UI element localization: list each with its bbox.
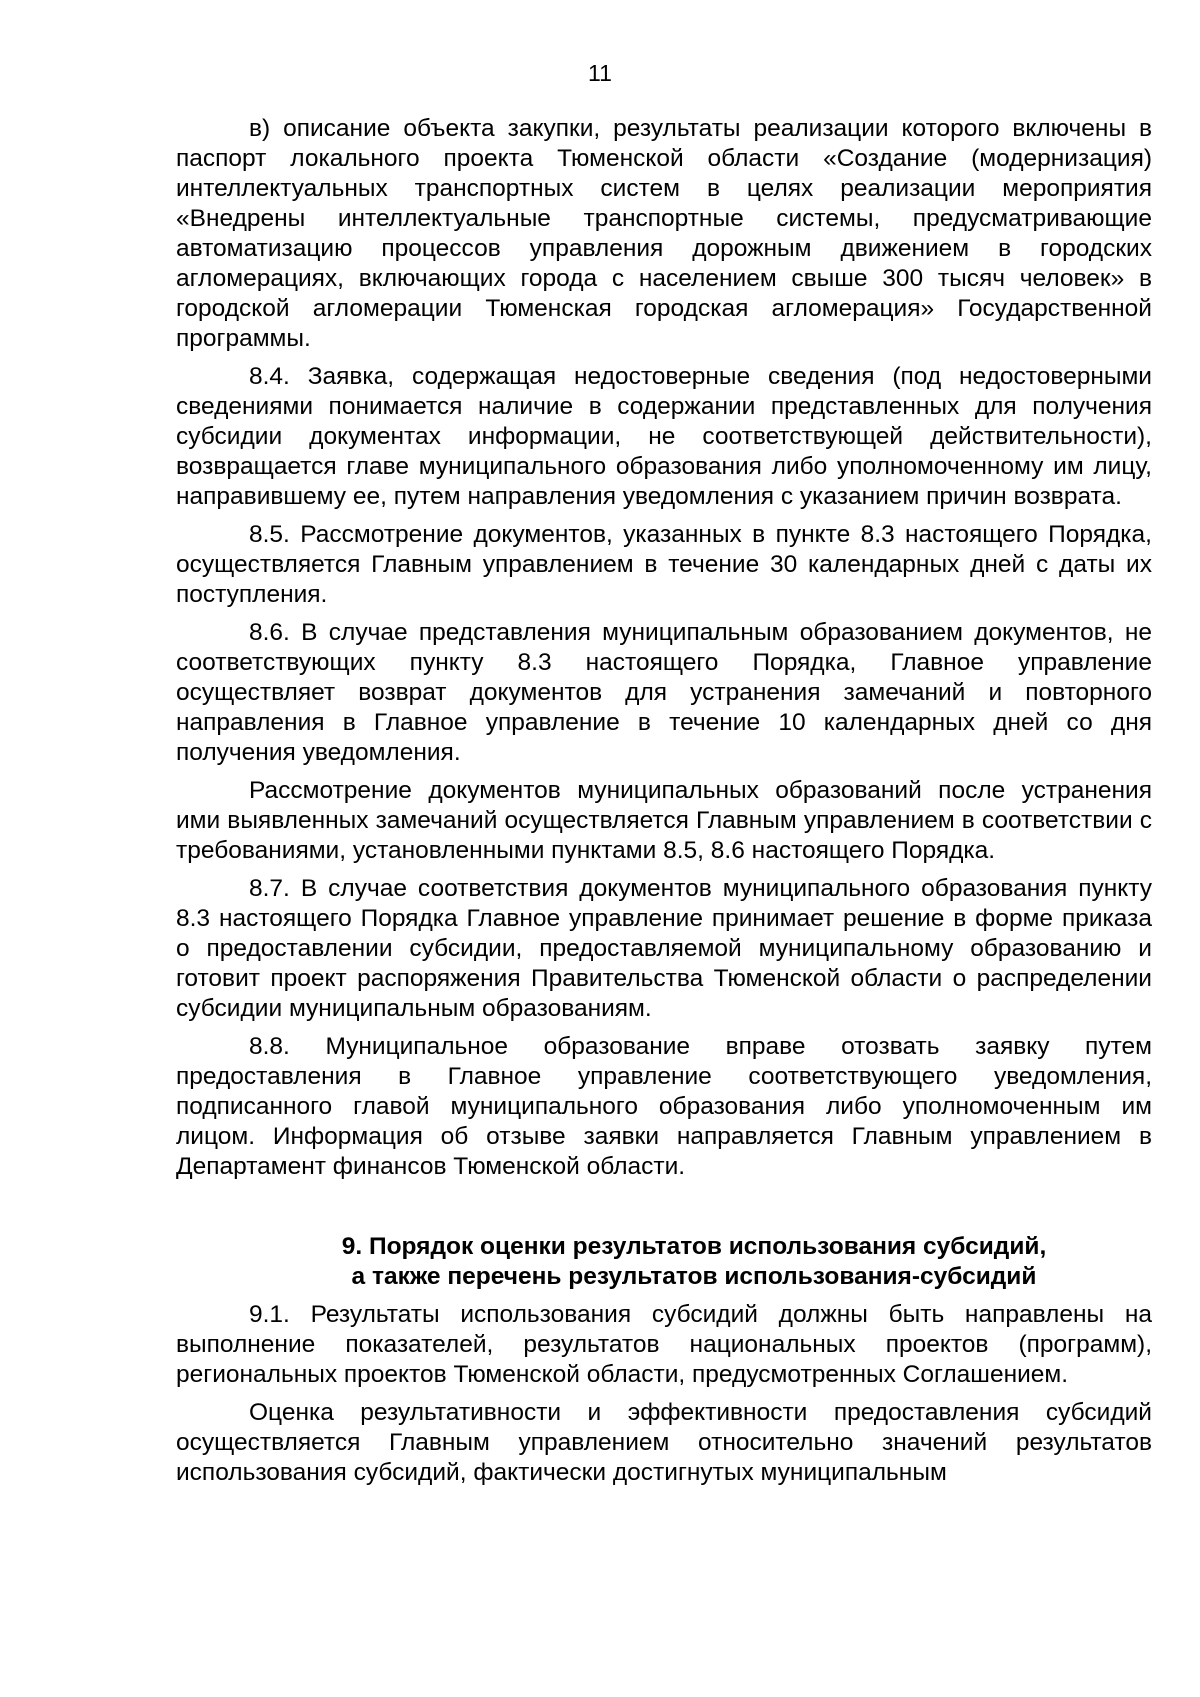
document-body [176,114,1152,1496]
paragraph-8-3-v: в) описание объекта закупки, результаты реализации которого включены в паспорт локального проекта Тюменской области «Создание (модернизация) интеллектуальных транспортных систем в целях реализации мероприятия «Внедрены интеллектуальные транспортные системы, предусматривающие автоматизацию процессов управления дорожным движением в городских агломерациях, включающих города с населением свыше 300 тысяч человек» в городской агломерации Тюменская городская агломерация» Государственной программы. [176,115,1152,352]
paragraph-8-6-review: Рассмотрение документов муниципальных образований после устранения ими выявленных замечаний осуществляется Главным управлением в соответствии с требованиями, установленными пунктами 8.5, 8.6 настоящего Порядка. [176,777,1152,864]
paragraph-8-6: 8.6. В случае представления муниципальным образованием документов, не соответствующих пункту 8.3 настоящего Порядка, Главное управление осуществляет возврат документов для устранения замечаний и повторного направления в Главное управление в течение 10 календарных дней со дня получения уведомления. [176,619,1152,766]
page-number: 11 [588,60,612,86]
paragraph-9-1: 9.1. Результаты использования субсидий должны быть направлены на выполнение показателей, результатов национальных проектов (программ), региональных проектов Тюменской области, предусмотренных Соглашением. [176,1301,1152,1388]
paragraph-8-7: 8.7. В случае соответствия документов муниципального образования пункту 8.3 настоящего Порядка Главное управление принимает решение в форме приказа о предоставлении субсидии, предоставляемой муниципальному образованию и готовит проект распоряжения Правительства Тюменской области о распределении субсидии муниципальным образованиям. [176,875,1152,1022]
section-9-heading [176,1232,1152,1292]
paragraph-8-4: 8.4. Заявка, содержащая недостоверные сведения (под недостоверными сведениями понимается наличие в содержании представленных для получения субсидии документах информации, не соответствующей действительности), возвращается главе муниципального образования либо уполномоченному им лицу, направившему ее, путем направления уведомления с указанием причин возврата. [176,363,1152,510]
section-9-heading-line-2: а также перечень результатов использования-субсидий [351,1263,1037,1290]
paragraph-8-8: 8.8. Муниципальное образование вправе отозвать заявку путем предоставления в Главное управление соответствующего уведомления, подписанного главой муниципального образования либо уполномоченным им лицом. Информация об отзыве заявки направляется Главным управлением в Департамент финансов Тюменской области. [176,1033,1152,1180]
paragraph-8-5: 8.5. Рассмотрение документов, указанных в пункте 8.3 настоящего Порядка, осуществляется Главным управлением в течение 30 календарных дней с даты их поступления. [176,521,1152,608]
paragraph-9-1-assessment: Оценка результативности и эффективности предоставления субсидий осуществляется Главным управлением относительно значений результатов использования субсидий, фактически достигнутых муниципальным [176,1399,1152,1486]
section-9-heading-line-1: 9. Порядок оценки результатов использования субсидий, [341,1233,1047,1260]
